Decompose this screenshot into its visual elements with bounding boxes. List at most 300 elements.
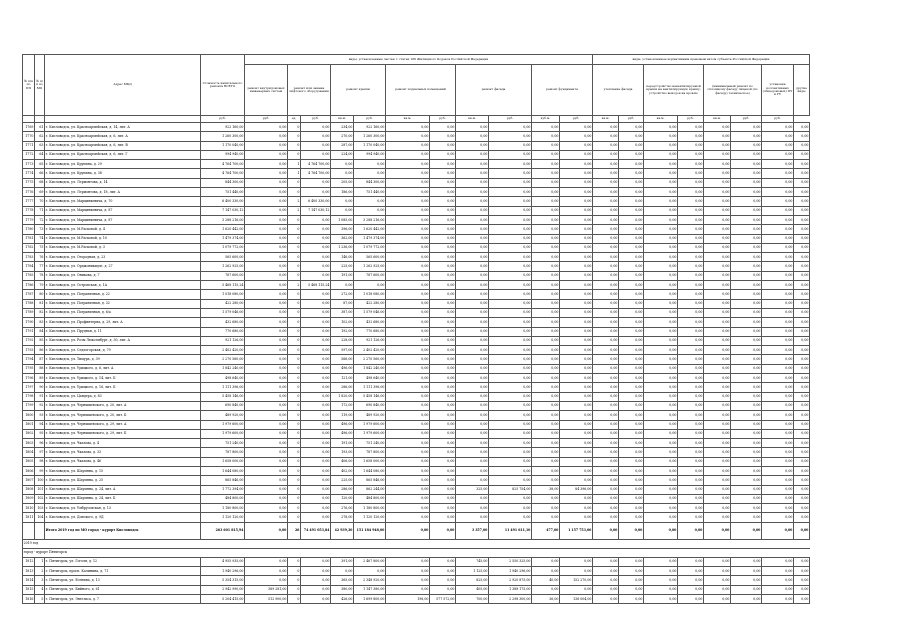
table-cell: 0,00	[532, 318, 560, 327]
table-row	[23, 197, 810, 206]
col-num-pp: № п/п по ПП	[23, 55, 35, 116]
address-cell: г. Кисловодск, ул. Розы Люксембург, д. 30, лит. А	[45, 336, 201, 345]
table-cell: 65	[35, 160, 45, 169]
table-cell: 1 180 800,00	[354, 504, 386, 513]
table-cell: 104	[35, 513, 45, 522]
table-cell: 0,00	[619, 429, 644, 438]
table-cell: 0,00	[301, 594, 331, 603]
table-cell: 0,00	[794, 504, 810, 513]
table-cell: 1 940 296,00	[489, 567, 532, 576]
table-cell: 0,00	[456, 466, 489, 475]
table-cell: 68	[35, 178, 45, 187]
table-cell: 0,00	[678, 411, 704, 420]
table-cell: 0,00	[489, 197, 532, 206]
table-cell: 0	[288, 243, 301, 252]
address-cell: г. Кисловодск, ул. Пограничная, д. 32	[45, 299, 201, 308]
table-cell: 0,00	[456, 439, 489, 448]
table-cell: 0,00	[593, 123, 619, 132]
table-cell: 0,00	[245, 188, 288, 197]
table-cell: 146,00	[331, 253, 354, 262]
table-cell: 0,00	[794, 150, 810, 159]
table-cell: 0	[288, 411, 301, 420]
table-cell: 0,00	[731, 308, 762, 317]
table-cell: 0,00	[619, 392, 644, 401]
table-cell: 0,00	[301, 448, 331, 457]
table-cell: 1780	[23, 225, 35, 234]
table-cell: 0,00	[489, 411, 532, 420]
table-cell: 0,00	[301, 485, 331, 494]
table-cell: 406,00	[331, 457, 354, 466]
table-cell: 0,00	[430, 178, 456, 187]
table-cell: 0,00	[489, 188, 532, 197]
table-cell: 136 004,00	[560, 594, 593, 603]
table-cell: 0,00	[386, 243, 430, 252]
address-cell: г. Кисловодск, ул. Крупина, д. 29	[45, 160, 201, 169]
table-cell: 0,00	[731, 401, 762, 410]
table-cell: 0,00	[678, 215, 704, 224]
table-cell: 0,00	[794, 439, 810, 448]
table-cell: 0,00	[430, 206, 456, 215]
table-cell: 0,00	[619, 457, 644, 466]
table-cell: 1777	[23, 197, 35, 206]
table-cell: 0,00	[489, 206, 532, 215]
table-cell: 0,00	[644, 476, 678, 485]
table-cell: 484 800,00	[354, 494, 386, 503]
table-cell: 0,00	[731, 281, 762, 290]
table-cell: 0,00	[593, 253, 619, 262]
table-cell: 0	[288, 299, 301, 308]
table-cell: 0,00	[731, 364, 762, 373]
table-cell: 0,00	[644, 557, 678, 566]
table-cell: 432 680,00	[201, 318, 245, 327]
table-cell: 844 300,00	[354, 178, 386, 187]
unit-cell: руб.	[489, 116, 532, 123]
table-cell: 0,00	[430, 132, 456, 141]
table-cell: 0,00	[762, 169, 794, 178]
table-cell: 496,00	[331, 429, 354, 438]
table-cell: 0,00	[560, 567, 593, 576]
table-cell: 0,00	[704, 327, 731, 336]
table-cell: 0,00	[456, 411, 489, 420]
table-cell: 0,00	[731, 457, 762, 466]
table-cell: 0,00	[619, 141, 644, 150]
table-cell: 0,00	[794, 123, 810, 132]
table-cell: 0,00	[430, 383, 456, 392]
table-cell: 0,00	[619, 439, 644, 448]
table-cell: 75	[35, 243, 45, 252]
table-cell: 0,00	[301, 439, 331, 448]
address-cell: г. Кисловодск, ул. Чернышевского, д. 29, лит. А	[45, 420, 201, 429]
table-cell: 0,00	[386, 253, 430, 262]
table-cell: 0,00	[762, 150, 794, 159]
table-cell: 2 298 300,00	[489, 594, 532, 603]
table-cell: 0,00	[301, 318, 331, 327]
table-cell: 0,00	[762, 290, 794, 299]
table-cell: 0,00	[593, 271, 619, 280]
table-cell: 0,00	[456, 243, 489, 252]
table-cell: 0,00	[560, 206, 593, 215]
table-cell: 0,00	[245, 392, 288, 401]
table-cell: 0,00	[456, 178, 489, 187]
table-cell: 0,00	[678, 522, 704, 539]
table-cell: 0,00	[456, 123, 489, 132]
table-cell: 0,00	[704, 420, 731, 429]
table-cell: 0,00	[619, 308, 644, 317]
table-cell: 0,00	[532, 466, 560, 475]
table-cell: 1775	[23, 178, 35, 187]
table-cell: 0,00	[678, 290, 704, 299]
table-cell: 0,00	[644, 429, 678, 438]
table-cell: 0,00	[430, 318, 456, 327]
table-cell: 0,00	[678, 132, 704, 141]
table-cell: 0,00	[301, 557, 331, 566]
table-cell: 0,00	[794, 271, 810, 280]
table-cell: 0,00	[762, 234, 794, 243]
address-cell: г. Кисловодск, ул. Орджоникидзе, д. 27	[45, 262, 201, 271]
table-cell: 496,00	[331, 364, 354, 373]
table-cell: 0,00	[456, 401, 489, 410]
address-cell: г. Кисловодск, ул. Седлогорская, д. 79	[45, 346, 201, 355]
table-cell: 0,00	[593, 234, 619, 243]
table-cell: 0	[288, 346, 301, 355]
table-cell: 1 170 040,00	[201, 141, 245, 150]
table-cell: 1811	[23, 513, 35, 522]
table-cell: 0,00	[731, 318, 762, 327]
table-cell: 0,00	[456, 308, 489, 317]
table-cell: 0,00	[644, 262, 678, 271]
table-cell: 0,00	[794, 262, 810, 271]
col-num-mo: № п/п по МО	[35, 55, 45, 116]
table-cell: 0,00	[678, 178, 704, 187]
table-cell: 0,00	[560, 392, 593, 401]
table-cell: 565 600,00	[201, 253, 245, 262]
table-cell: 0,00	[704, 504, 731, 513]
table-cell: 0	[288, 225, 301, 234]
table-cell: 0,00	[456, 364, 489, 373]
table-row	[23, 253, 810, 262]
table-cell: 0,00	[560, 466, 593, 475]
table-cell: 102,00	[331, 318, 354, 327]
table-cell: 0,00	[704, 494, 731, 503]
table-cell: 422 280,00	[201, 299, 245, 308]
table-cell: 0,00	[619, 557, 644, 566]
table-cell: 0,00	[386, 429, 430, 438]
table-cell: 0,00	[593, 355, 619, 364]
table-cell: 0,00	[489, 364, 532, 373]
table-cell: 0,00	[704, 290, 731, 299]
table-cell: 0,00	[430, 262, 456, 271]
table-cell: 1814	[23, 576, 35, 585]
table-cell: 0,00	[794, 318, 810, 327]
table-cell: 0,00	[489, 281, 532, 290]
table-cell: 0	[288, 594, 301, 603]
table-cell: 0,00	[301, 429, 331, 438]
table-cell: 0,00	[456, 383, 489, 392]
table-cell: 0,00	[619, 132, 644, 141]
table-cell: 1 479 374,00	[354, 234, 386, 243]
table-cell: 0,00	[456, 290, 489, 299]
table-cell: 0,00	[619, 215, 644, 224]
table-cell: 0,00	[644, 234, 678, 243]
table-cell: 0	[288, 234, 301, 243]
table-cell: 0,00	[644, 576, 678, 585]
table-row	[23, 336, 810, 345]
table-cell: 0,00	[678, 308, 704, 317]
table-row	[23, 160, 810, 169]
table-cell: 0,00	[794, 576, 810, 585]
table-cell: 193,00	[331, 448, 354, 457]
table-row	[23, 206, 810, 215]
table-cell: 0,00	[560, 132, 593, 141]
table-cell: 0,00	[678, 281, 704, 290]
table-cell: 3 288 216,00	[354, 215, 386, 224]
table-cell: 119,00	[331, 411, 354, 420]
table-cell: 0,00	[560, 271, 593, 280]
table-row	[23, 188, 810, 197]
table-cell: 0,00	[794, 466, 810, 475]
table-cell: 0,00	[430, 494, 456, 503]
table-cell: 1 260 300,00	[201, 132, 245, 141]
address-cell: г. Кисловодск, ул. Чернышевского, д. 20, лит. Б	[45, 411, 201, 420]
table-cell: 0,00	[704, 557, 731, 566]
table-cell: 0,00	[704, 262, 731, 271]
table-cell: 0,00	[704, 457, 731, 466]
table-row	[23, 132, 810, 141]
table-cell: 0,00	[430, 401, 456, 410]
table-cell: 0,00	[560, 448, 593, 457]
table-cell: 0,00	[704, 225, 731, 234]
table-row	[23, 557, 810, 566]
table-cell: 0,00	[762, 243, 794, 252]
table-cell: 4	[35, 585, 45, 594]
table-cell: 0,00	[430, 197, 456, 206]
table-cell: 1 120 120,00	[354, 513, 386, 522]
table-cell: 498 640,00	[354, 374, 386, 383]
table-cell: 0,00	[560, 150, 593, 159]
table-cell: 0,00	[560, 401, 593, 410]
table-cell: 0,00	[593, 160, 619, 169]
table-cell: 0	[288, 318, 301, 327]
table-cell: 287,00	[331, 141, 354, 150]
table-cell: 0,00	[593, 392, 619, 401]
table-cell: 0,00	[301, 225, 331, 234]
table-cell: 0,00	[301, 401, 331, 410]
table-cell: 0,00	[644, 374, 678, 383]
table-row	[23, 374, 810, 383]
table-cell: 0,00	[794, 290, 810, 299]
table-cell: 80	[35, 290, 45, 299]
table-cell: 0,00	[430, 448, 456, 457]
table-cell: 0,00	[794, 476, 810, 485]
table-cell: 0,00	[593, 576, 619, 585]
table-cell: 1789	[23, 308, 35, 317]
table-row	[23, 476, 810, 485]
table-cell: 0,00	[301, 392, 331, 401]
table-cell: 0,00	[301, 576, 331, 585]
table-cell: 1 079 772,00	[201, 243, 245, 252]
table-cell: 2	[288, 206, 301, 215]
table-cell: 1 262 925,00	[354, 262, 386, 271]
table-cell: 0,00	[245, 290, 288, 299]
table-cell: 0,00	[489, 392, 532, 401]
table-cell: 1793	[23, 346, 35, 355]
table-row	[23, 429, 810, 438]
address-cell: г. Кисловодск, ул. Марцинкевича, д. 87	[45, 206, 201, 215]
table-cell: 0,00	[678, 374, 704, 383]
table-cell: 98	[35, 457, 45, 466]
table-cell: 0,00	[386, 141, 430, 150]
table-cell: 0,00	[794, 197, 810, 206]
address-cell: г. Пятигорск, ул. Гоголя, д. 12	[45, 557, 201, 566]
table-cell: 0,00	[731, 178, 762, 187]
table-cell: 270,00	[331, 132, 354, 141]
table-cell: 0,00	[731, 206, 762, 215]
table-cell: 0,00	[489, 132, 532, 141]
table-cell: 0,00	[386, 448, 430, 457]
table-cell: 151 184 948,00	[354, 522, 386, 539]
table-cell: 0,00	[704, 188, 731, 197]
table-cell: 0,00	[794, 420, 810, 429]
table-cell: 0,00	[731, 392, 762, 401]
table-cell: 95	[35, 429, 45, 438]
col-basement: ремонт подвальных помещений	[386, 65, 456, 116]
address-cell: г. Кисловодск, ул. М.Расковой, д. 10	[45, 234, 201, 243]
address-cell: г. Кисловодск, ул. Чкалова, д. 4	[45, 439, 201, 448]
table-cell: 0,00	[644, 141, 678, 150]
table-cell: 921 126,00	[354, 336, 386, 345]
table-cell: 0,00	[456, 253, 489, 262]
table-cell: 0,00	[762, 504, 794, 513]
table-cell: 0,00	[532, 225, 560, 234]
table-cell: 2 270 560,00	[354, 355, 386, 364]
address-cell: г. Кисловодск, ул. Красноармейская, д. 6, лит. В	[45, 141, 201, 150]
table-cell: 0,00	[560, 225, 593, 234]
table-cell: 0,00	[489, 401, 532, 410]
table-cell: 0,00	[430, 439, 456, 448]
table-cell: 0,00	[704, 374, 731, 383]
table-row	[23, 290, 810, 299]
table-cell: 0,00	[386, 576, 430, 585]
table-cell: 0,00	[245, 132, 288, 141]
table-cell: 0,00	[762, 197, 794, 206]
table-cell: 0,00	[593, 169, 619, 178]
table-cell: 0,00	[644, 420, 678, 429]
table-cell: 0,00	[245, 327, 288, 336]
table-cell: 0,00	[762, 457, 794, 466]
table-cell: 0,00	[704, 299, 731, 308]
unit-cell: кв.м.	[644, 116, 678, 123]
table-cell: 0,00	[301, 383, 331, 392]
table-cell: 0,00	[678, 420, 704, 429]
table-cell: 0,00	[430, 576, 456, 585]
table-cell: 93	[35, 411, 45, 420]
table-cell: 1 658 000,00	[201, 457, 245, 466]
unit-cell: кв.м.	[456, 116, 489, 123]
table-row	[23, 364, 810, 373]
table-cell: 0,00	[762, 299, 794, 308]
table-cell: 0,00	[762, 206, 794, 215]
address-cell: г. Кисловодск, ул. Донского, д. 9Д	[45, 513, 201, 522]
table-cell: 1 979 600,00	[201, 420, 245, 429]
table-cell: 0,00	[794, 557, 810, 566]
table-cell: 0,00	[489, 160, 532, 169]
table-cell: 0,00	[386, 290, 430, 299]
table-cell: 1810	[23, 504, 35, 513]
table-cell: 0,00	[593, 383, 619, 392]
table-cell: 0,00	[619, 576, 644, 585]
table-cell: 224,00	[331, 150, 354, 159]
table-cell: 0,00	[731, 355, 762, 364]
table-cell: 0,00	[704, 513, 731, 522]
table-cell: 198,00	[386, 594, 430, 603]
table-cell: 0,00	[386, 178, 430, 187]
table-cell: 0,00	[619, 281, 644, 290]
table-cell: 102	[35, 494, 45, 503]
table-cell: 0,00	[644, 439, 678, 448]
table-cell: 0,00	[245, 123, 288, 132]
table-cell: 0,00	[532, 336, 560, 345]
table-cell: 0,00	[619, 364, 644, 373]
table-cell: 0,00	[456, 494, 489, 503]
table-cell: 1 125,00	[456, 567, 489, 576]
table-cell: 1815	[23, 585, 35, 594]
table-cell: 0,00	[456, 457, 489, 466]
table-cell: 0,00	[762, 346, 794, 355]
table-cell: 0,00	[593, 141, 619, 150]
table-cell: 1 579 046,00	[354, 308, 386, 317]
table-cell: 0,00	[678, 355, 704, 364]
table-cell: 0,00	[678, 346, 704, 355]
table-cell: 1813	[23, 567, 35, 576]
table-cell: 0,00	[489, 327, 532, 336]
table-cell: 0,00	[644, 355, 678, 364]
table-cell: 0,00	[354, 197, 386, 206]
table-cell: 1807	[23, 476, 35, 485]
table-cell: 0,00	[644, 206, 678, 215]
table-cell: 0,00	[560, 355, 593, 364]
table-cell: 0	[288, 457, 301, 466]
table-cell: 0,00	[456, 150, 489, 159]
table-cell: 94	[35, 420, 45, 429]
table-cell: 1795	[23, 364, 35, 373]
table-cell: 0,00	[430, 234, 456, 243]
table-cell: 0,00	[245, 318, 288, 327]
table-cell: 0,00	[619, 123, 644, 132]
table-cell: 0,00	[644, 225, 678, 234]
table-row	[23, 318, 810, 327]
table-cell: 1794	[23, 355, 35, 364]
table-cell: 0,00	[456, 160, 489, 169]
table-cell: 0,00	[430, 557, 456, 566]
table-cell: 496,00	[331, 420, 354, 429]
table-cell: 77	[35, 262, 45, 271]
address-cell: г. Пятигорск, ул. Энгельса, д. 7	[45, 594, 201, 603]
table-cell: 512 900,00	[245, 594, 288, 603]
table-cell: 0,00	[762, 522, 794, 539]
table-cell: 0,00	[593, 557, 619, 566]
table-cell: 3 357,00	[456, 522, 489, 539]
table-cell: 234,00	[331, 123, 354, 132]
table-cell: 0,00	[430, 299, 456, 308]
table-cell: 0,00	[794, 513, 810, 522]
table-cell: 0,00	[489, 150, 532, 159]
table-cell: 0,00	[456, 281, 489, 290]
table-cell: 0,00	[619, 585, 644, 594]
table-cell: 0	[288, 504, 301, 513]
table-cell: 0,00	[644, 383, 678, 392]
table-cell: 0,00	[593, 281, 619, 290]
table-cell: 0,00	[762, 494, 794, 503]
